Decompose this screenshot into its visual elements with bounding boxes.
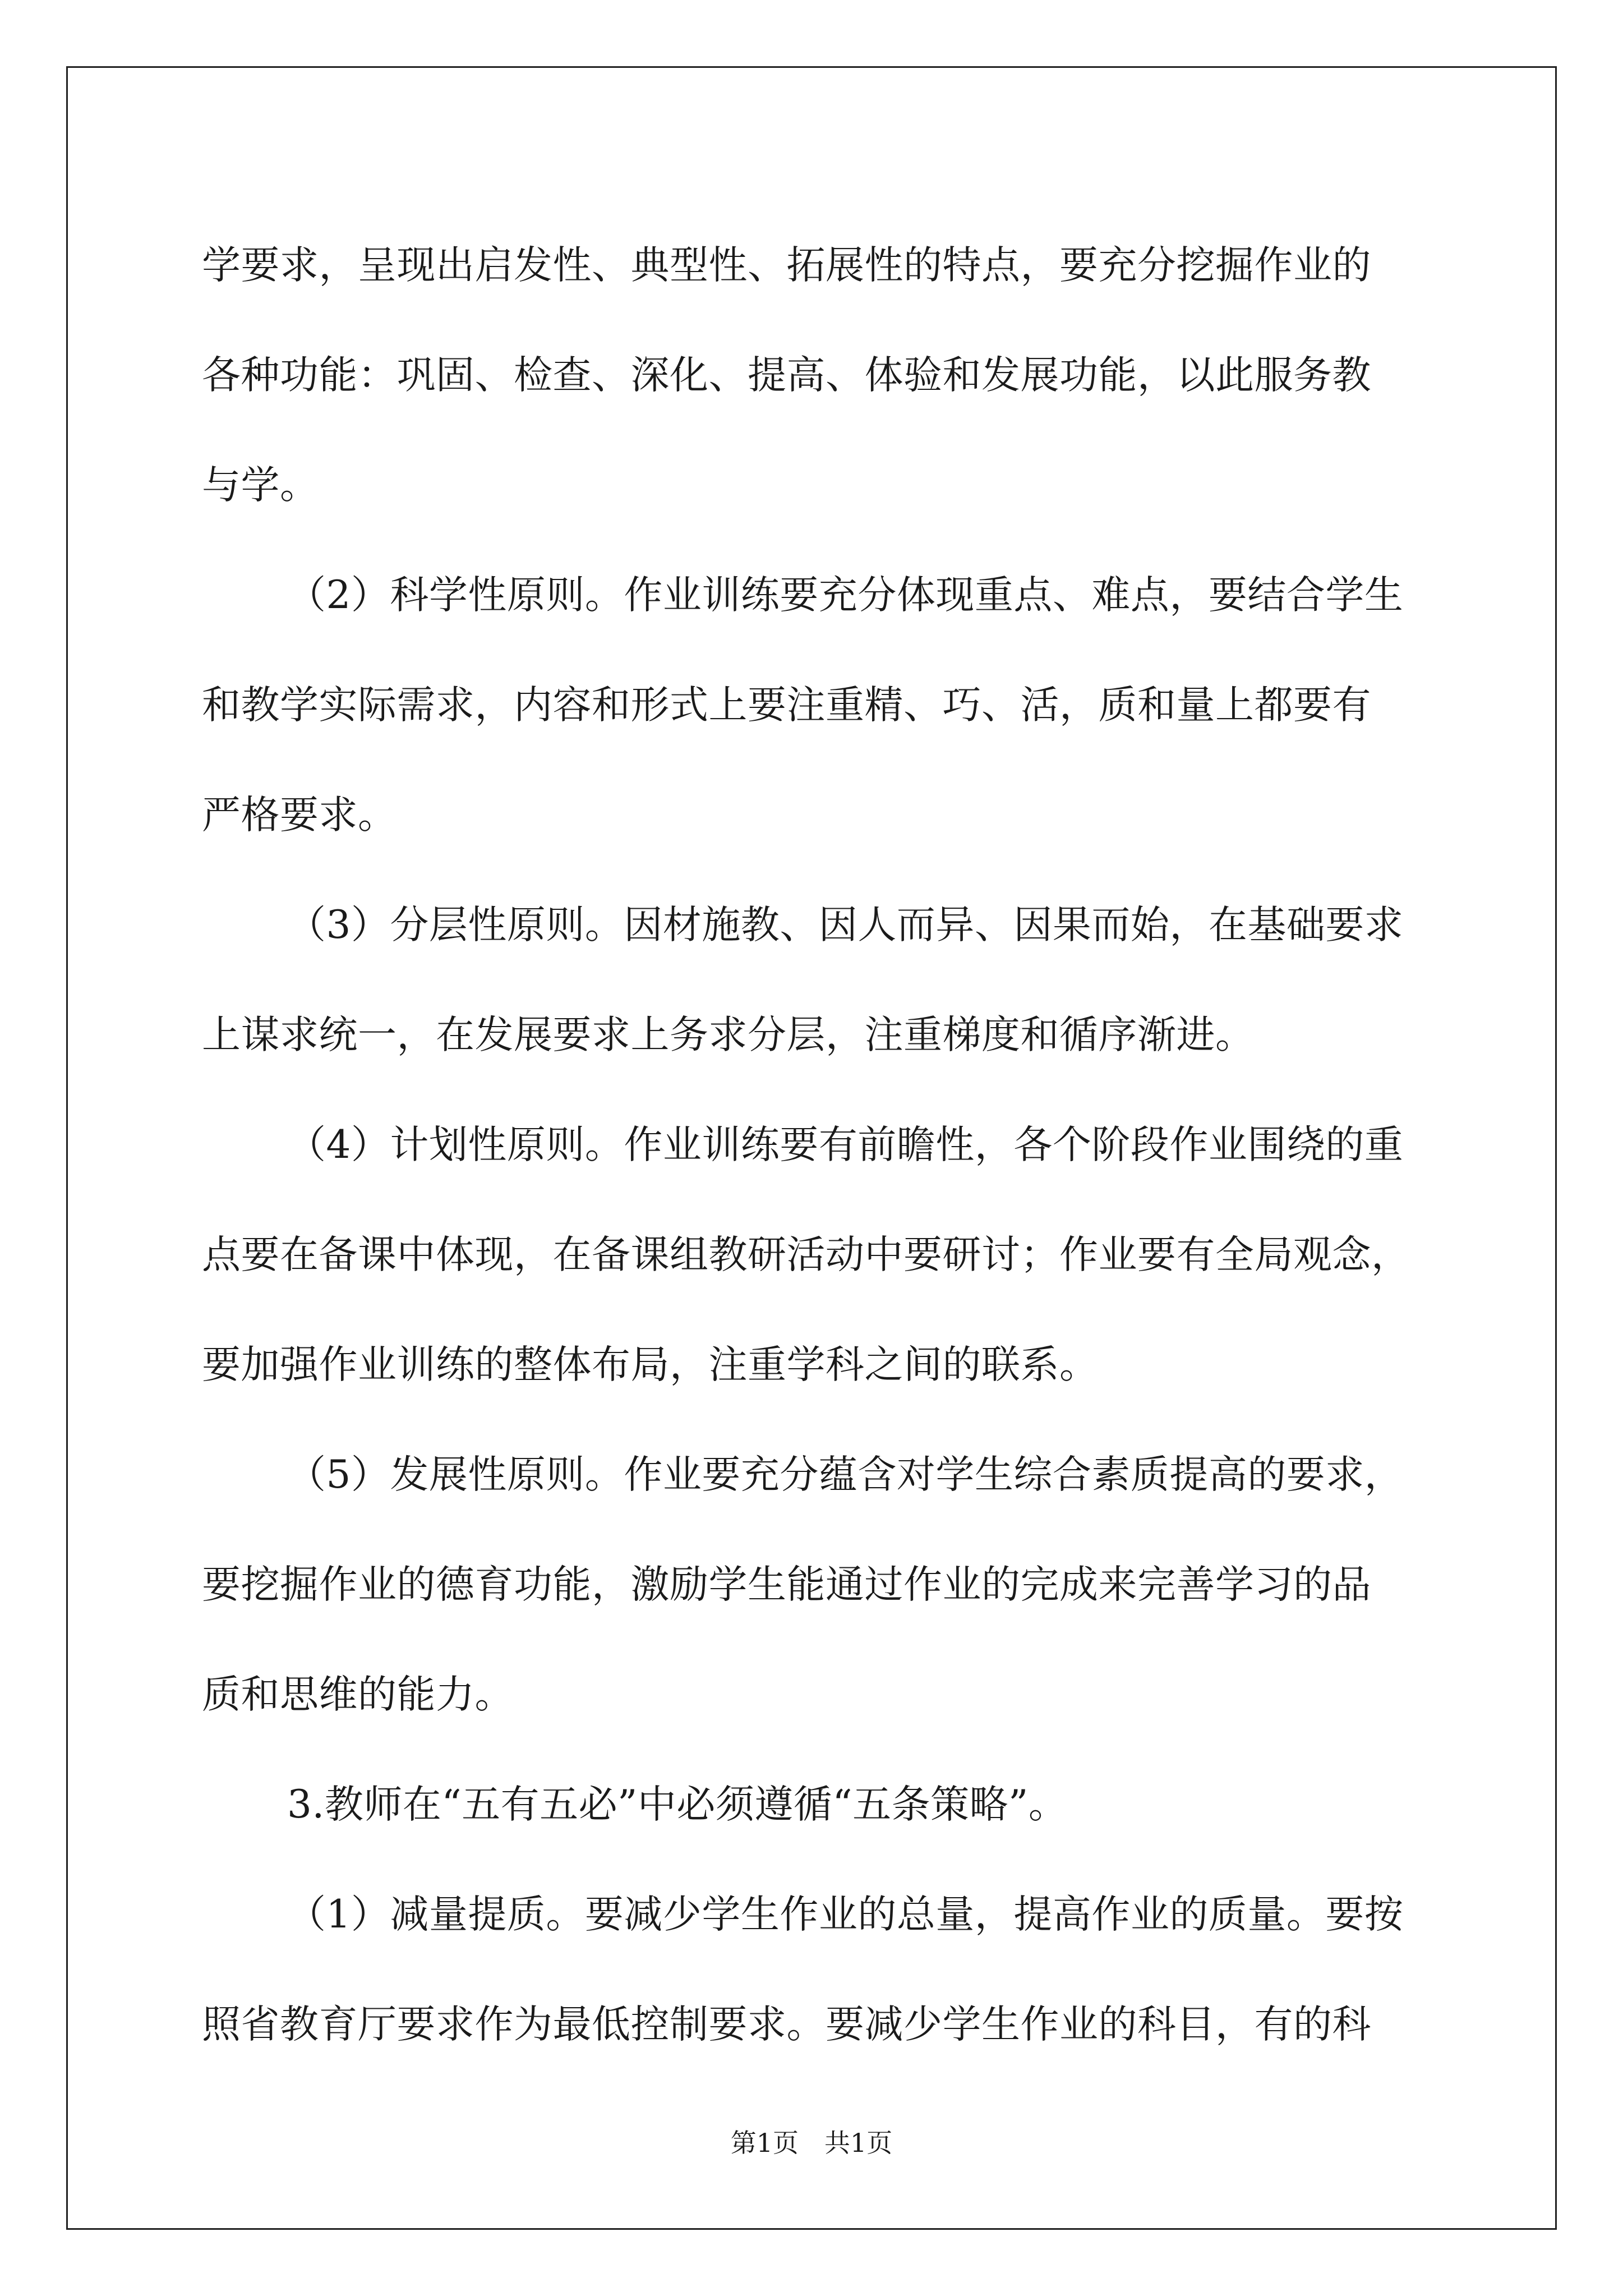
text-line: 质和思维的能力。 [202,1672,514,1717]
text-line: 和教学实际需求，内容和形式上要注重精、巧、活，质和量上都要有 [202,683,1371,728]
page-number: 第1页 共1页 [730,2128,893,2158]
text-line: 照省教育厅要求作为最低控制要求。要减少学生作业的科目，有的科 [202,2002,1371,2047]
text-line: 要挖掘作业的德育功能，激励学生能通过作业的完成来完善学习的品 [202,1562,1371,1607]
text-line: 要加强作业训练的整体布局，注重学科之间的联系。 [202,1342,1099,1387]
text-line: 上谋求统一，在发展要求上务求分层，注重梯度和循序渐进。 [202,1013,1255,1057]
text-line: （4）计划性原则。作业训练要有前瞻性，各个阶段作业围绕的重 [287,1122,1404,1167]
text-line: 各种功能：巩固、检查、深化、提高、体验和发展功能，以此服务教 [202,353,1371,398]
text-line: 点要在备课中体现，在备课组教研活动中要研讨；作业要有全局观念， [202,1232,1410,1277]
page-footer [0,2126,1623,2160]
text-line: （1）减量提质。要减少学生作业的总量，提高作业的质量。要按 [287,1892,1404,1937]
text-line: （5）发展性原则。作业要充分蕴含对学生综合素质提高的要求， [287,1452,1404,1497]
text-line: （3）分层性原则。因材施教、因人而异、因果而始，在基础要求 [287,903,1404,947]
text-line: 严格要求。 [202,793,397,838]
text-line: 3.教师在“五有五必”中必须遵循“五条策略”。 [287,1782,1068,1827]
text-line: 与学。 [202,463,319,508]
document-body [202,210,1436,2079]
text-line: 学要求，呈现出启发性、典型性、拓展性的特点，要充分挖掘作业的 [202,243,1371,288]
text-line: （2）科学性原则。作业训练要充分体现重点、难点，要结合学生 [287,573,1404,618]
